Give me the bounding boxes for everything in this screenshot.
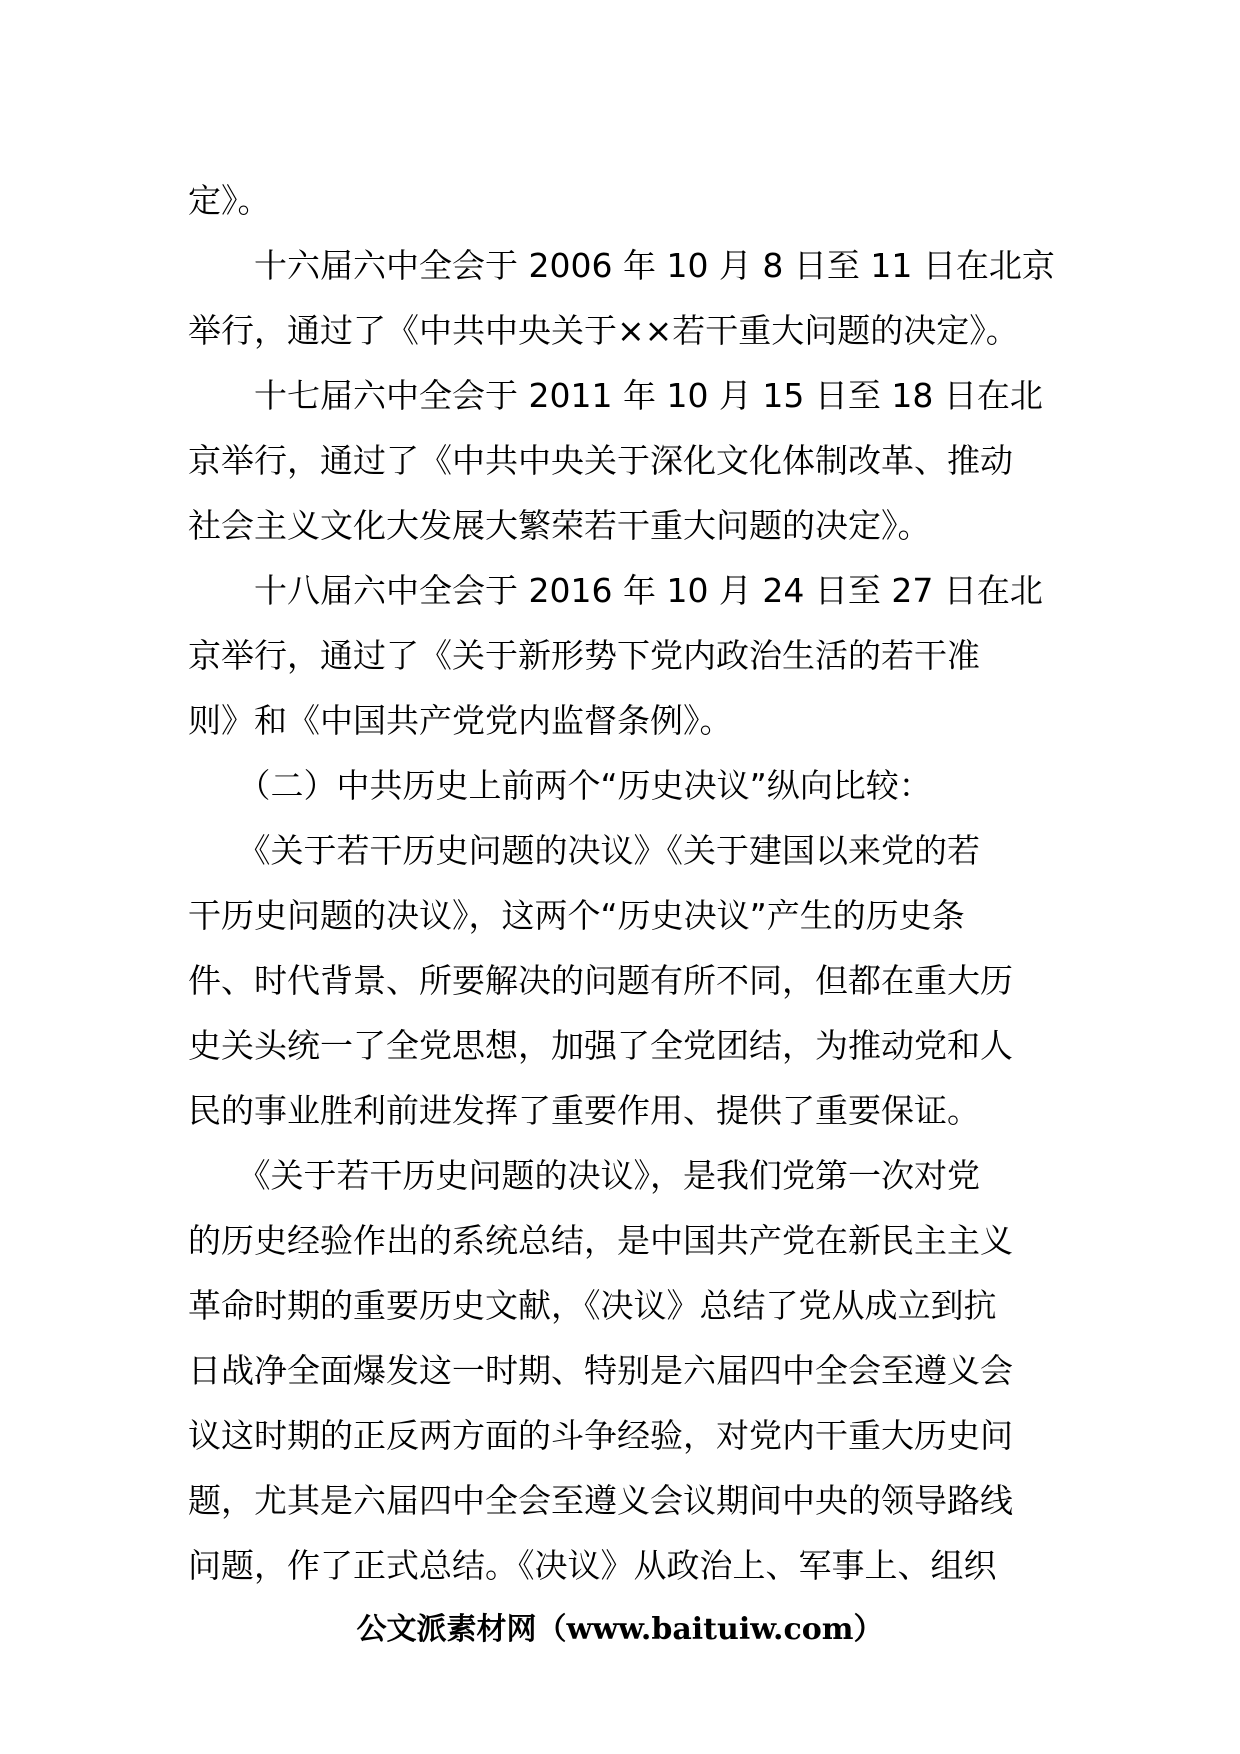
section-heading: （二）中共历史上前两个“历史决议”纵向比较： [188, 766, 932, 805]
text-line: 十八届六中全会于 2016 年 10 月 24 日至 27 日在北 [188, 571, 1043, 610]
text-line: 京举行，通过了《关于新形势下党内政治生活的若干准 [188, 636, 980, 675]
text-line: 问题，作了正式总结。《决议》从政治上、军事上、组织 [188, 1546, 997, 1585]
text-line: 则》和《中国共产党党内监督条例》。 [188, 701, 733, 740]
text-line: 举行，通过了《中共中央关于××若干重大问题的决定》。 [188, 311, 1019, 350]
text-line: 史关头统一了全党思想，加强了全党团结，为推动党和人 [188, 1026, 1013, 1065]
text-line: 定》。 [188, 181, 271, 220]
footer-watermark: 公文派素材网（www.baituiw.com） [356, 1612, 884, 1647]
text-line: 干历史问题的决议》，这两个“历史决议”产生的历史条 [188, 896, 965, 935]
text-line: 件、时代背景、所要解决的问题有所不同，但都在重大历 [188, 961, 1013, 1000]
text-line: 京举行，通过了《中共中央关于深化文化体制改革、推动 [188, 441, 1013, 480]
text-line: 题，尤其是六届四中全会至遵义会议期间中央的领导路线 [188, 1481, 1013, 1520]
document-body [188, 168, 1068, 1598]
text-line: 《关于若干历史问题的决议》，是我们党第一次对党 [188, 1156, 980, 1195]
text-line: 革命时期的重要历史文献，《决议》总结了党从成立到抗 [188, 1286, 997, 1325]
text-line: 《关于若干历史问题的决议》《关于建国以来党的若 [188, 831, 980, 870]
text-line: 社会主义文化大发展大繁荣若干重大问题的决定》。 [188, 506, 931, 545]
text-line: 十六届六中全会于 2006 年 10 月 8 日至 11 日在北京 [188, 246, 1055, 285]
text-line: 十七届六中全会于 2011 年 10 月 15 日至 18 日在北 [188, 376, 1043, 415]
text-line: 日战净全面爆发这一时期、特别是六届四中全会至遵义会 [188, 1351, 1013, 1390]
text-line: 的历史经验作出的系统总结，是中国共产党在新民主主义 [188, 1221, 1013, 1260]
text-line: 议这时期的正反两方面的斗争经验，对党内干重大历史问 [188, 1416, 1013, 1455]
text-line: 民的事业胜利前进发挥了重要作用、提供了重要保证。 [188, 1091, 980, 1130]
